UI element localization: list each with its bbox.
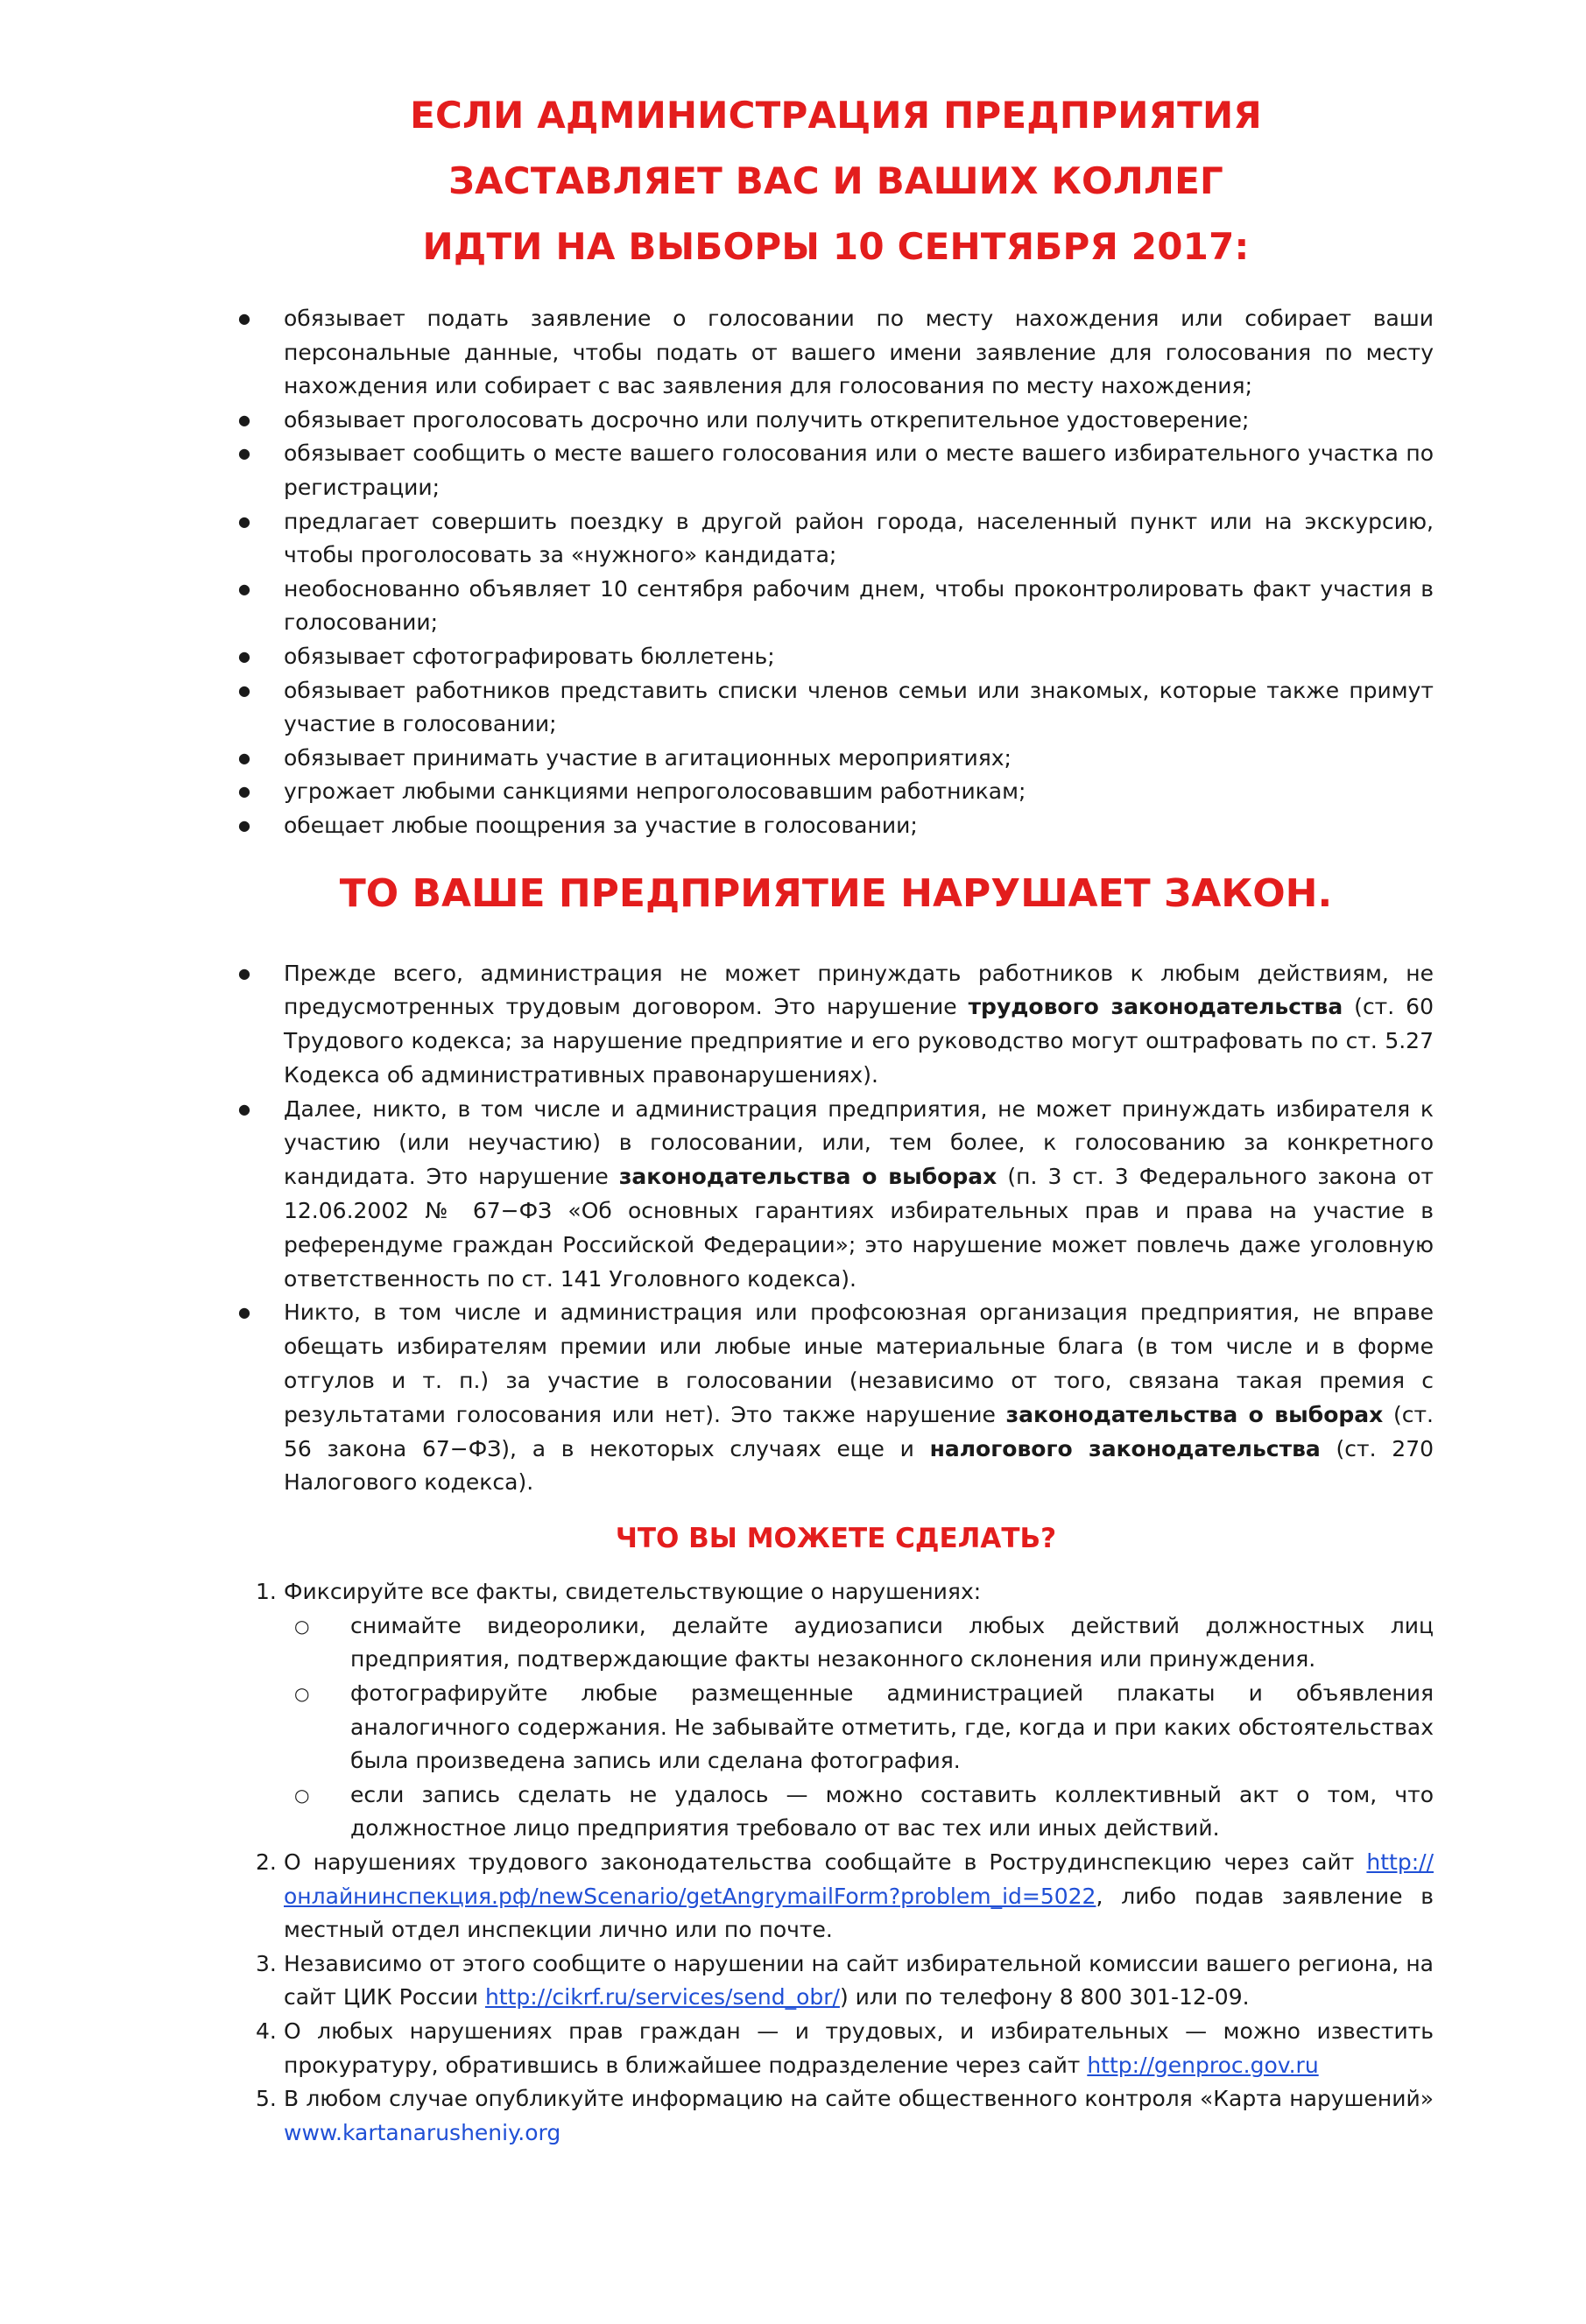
leaflet-page <box>0 82 1586 2324</box>
law-item-elections <box>238 1093 1434 1297</box>
list-item: ● необоснованно объявляет 10 сентября рабочим днем, чтобы проконтролировать факт участия в голосовании; <box>238 573 1434 640</box>
list-item: ● предлагает совершить поездку в другой район города, населенный пункт или на экскурсию, чтобы проголосовать за «нужного» кандидата; <box>238 505 1434 573</box>
step-text: , либо подав заявление в местный отдел инспекции лично или по почте. <box>284 1883 1434 1943</box>
step-text: Независимо от этого сообщите о нарушении на сайт избирательной комиссии вашего региона, на сайт ЦИК России <box>284 1950 1434 2011</box>
law-emphasis: законодательства о выборах <box>1005 1401 1384 1427</box>
step-2 <box>238 1846 1434 1947</box>
evidence-item: ○ снимайте видеоролики, делайте аудиозаписи любых действий должностных лиц предприятия, подтверждающие факты незаконного склонения или принуждения. <box>284 1609 1434 1677</box>
step-text: Фиксируйте все факты, свидетельствующие о нарушениях: <box>284 1579 982 1605</box>
title-line-3: ИДТИ НА ВЫБОРЫ 10 СЕНТЯБРЯ 2017: <box>422 225 1250 268</box>
step-number: 3. <box>256 1950 277 1976</box>
law-text: (ст. 56 закона 67−ФЗ), а в некоторых случаях еще и <box>284 1401 1434 1461</box>
page-title <box>203 82 1469 279</box>
step-number: 5. <box>256 2086 277 2112</box>
step-1 <box>238 1575 1434 1846</box>
what-to-do-heading: ЧТО ВЫ МОЖЕТЕ СДЕЛАТЬ? <box>615 1523 1057 1555</box>
list-item: ● угрожает любыми санкциями непроголосовавшим работникам; <box>238 775 1434 809</box>
list-item: ● обязывает сфотографировать бюллетень; <box>238 640 1434 674</box>
title-line-1: ЕСЛИ АДМИНИСТРАЦИЯ ПРЕДПРИЯТИЯ <box>410 94 1262 137</box>
law-text: (ст. 60 Трудового кодекса; за нарушение предприятие и его руководство могут оштрафовать по ст. 5.27 Кодекса об административных правонарушениях). <box>284 994 1434 1088</box>
rostrud-link[interactable]: http://онлайнинспекция.рф/newScenario/getAngrymailForm?problem_id=5022 <box>284 1849 1434 1909</box>
law-text: Никто, в том числе и администрация или профсоюзная организация предприятия, не вправе обещать избирателям премии или любые иные материальные блага (в том числе и в форме отгулов и т. п.) за участие в голосовании (независимо от того, связана такая премия с результатами голосования или нет). Это также нарушение <box>284 1299 1434 1427</box>
list-item: ● обязывает сообщить о месте вашего голосования или о месте вашего избирательного участка по регистрации; <box>238 437 1434 504</box>
list-item: ● обещает любые поощрения за участие в голосовании; <box>238 809 1434 843</box>
step-text: ) или по телефону 8 800 301-12-09. <box>839 1984 1250 2011</box>
law-list <box>238 957 1434 1501</box>
list-item: ● обязывает принимать участие в агитационных мероприятиях; <box>238 742 1434 776</box>
conditions-list <box>238 302 1434 843</box>
step-3 <box>238 1947 1434 2015</box>
karta-link[interactable]: www.kartanarusheniy.org <box>284 2119 561 2145</box>
step-4 <box>238 2015 1434 2082</box>
law-text: (ст. 270 Налогового кодекса). <box>284 1435 1434 1496</box>
list-item: ● обязывает подать заявление о голосовании по месту нахождения или собирает ваши персональные данные, чтобы подать от вашего имени заявление для голосования по месту нахождения или собирает с вас заявления для голосования по месту нахождения; <box>238 302 1434 404</box>
title-line-2: ЗАСТАВЛЯЕТ ВАС И ВАШИХ КОЛЛЕГ <box>448 159 1223 202</box>
law-emphasis: налогового законодательства <box>929 1435 1321 1461</box>
step-text: В любом случае опубликуйте информацию на сайте общественного контроля «Карта нарушений» <box>284 2086 1434 2112</box>
step-5 <box>238 2082 1434 2150</box>
step-text: О любых нарушениях прав граждан — и трудовых, и избирательных — можно известить прокуратуру, обратившись в ближайшее подразделение через сайт <box>284 2018 1434 2078</box>
evidence-item: ○ если запись сделать не удалось — можно составить коллективный акт о том, что должностное лицо предприятия требовало от вас тех или иных действий. <box>284 1778 1434 1846</box>
law-emphasis: законодательства о выборах <box>618 1164 997 1190</box>
law-text: (п. 3 ст. 3 Федерального закона от 12.06.2002 № 67−ФЗ «Об основных гарантиях избирательных прав и права на участие в референдуме граждан Российской Федерации»; это нарушение может повлечь даже уголовную ответственность по ст. 141 Уголовного кодекса). <box>284 1164 1434 1292</box>
steps-list <box>238 1575 1434 2150</box>
evidence-list <box>284 1609 1434 1846</box>
step-number: 2. <box>256 1849 277 1875</box>
violation-heading: ТО ВАШЕ ПРЕДПРИЯТИЕ НАРУШАЕТ ЗАКОН. <box>339 870 1333 916</box>
step-number: 4. <box>256 2018 277 2044</box>
genproc-link[interactable]: http://genproc.gov.ru <box>1087 2052 1319 2078</box>
list-item: ● обязывает работников представить списки членов семьи или знакомых, которые также примут участие в голосовании; <box>238 674 1434 742</box>
list-item: ● обязывает проголосовать досрочно или получить открепительное удостоверение; <box>238 404 1434 438</box>
step-text: О нарушениях трудового законодательства сообщайте в Рострудинспекцию через сайт <box>284 1849 1367 1875</box>
step-number: 1. <box>256 1579 277 1605</box>
cik-link[interactable]: http://cikrf.ru/services/send_obr/ <box>484 1984 840 2011</box>
law-text: Далее, никто, в том числе и администрация предприятия, не может принуждать избирателя к участию (или неучастию) в голосовании, или, тем более, к голосованию за конкретного кандидата. Это нарушение <box>284 1095 1434 1190</box>
law-text: Прежде всего, администрация не может принуждать работников к любым действиям, не предусмотренных трудовым договором. Это нарушение <box>284 960 1434 1020</box>
law-emphasis: трудового законодательства <box>968 994 1343 1020</box>
law-item-rewards <box>238 1296 1434 1500</box>
evidence-item: ○ фотографируйте любые размещенные администрацией плакаты и объявления аналогичного содержания. Не забывайте отметить, где, когда и при каких обстоятельствах была произведена запись или сделана фотография. <box>284 1677 1434 1778</box>
law-item-labor <box>238 957 1434 1093</box>
